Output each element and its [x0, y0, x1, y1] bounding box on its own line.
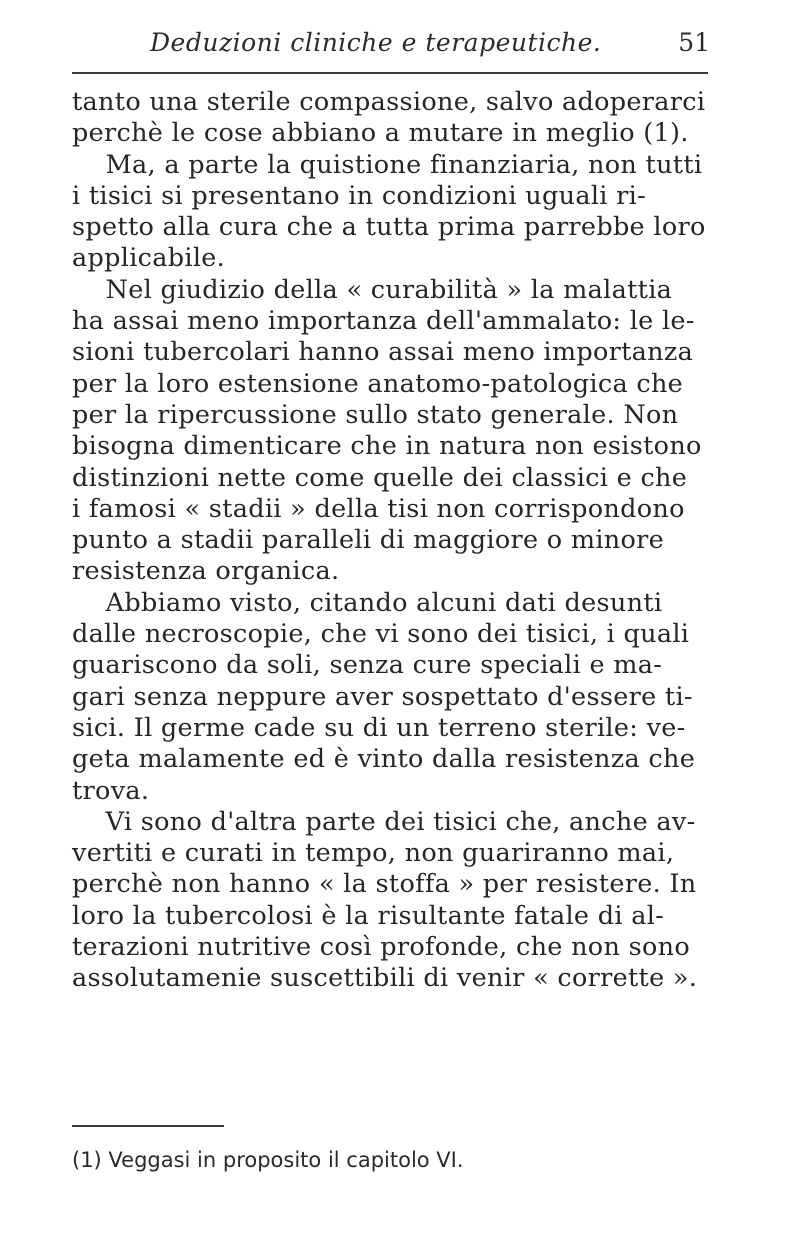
- text-line: punto a stadii paralleli di maggiore o minore: [72, 525, 665, 556]
- text-line: resistenza organica.: [72, 556, 340, 587]
- header-rule: [72, 72, 708, 74]
- text-line: applicabile.: [72, 243, 226, 274]
- text-line: tanto una sterile compassione, salvo adoperarci: [72, 87, 706, 117]
- text-line: loro la tubercolosi è la risultante fatale di al-: [72, 900, 665, 931]
- text-line: guariscono da soli, senza cure speciali e ma-: [72, 650, 663, 681]
- text-line: vertiti e curati in tempo, non guariranno mai,: [72, 838, 675, 869]
- text-line: i tisici si presentano in condizioni uguali ri-: [72, 180, 647, 211]
- text-line: spetto alla cura che a tutta prima parrebbe loro: [72, 212, 706, 243]
- text-line: perchè non hanno « la stoffa » per resistere. In: [72, 869, 697, 900]
- text-line: trova.: [72, 775, 150, 806]
- text-line: Vi sono d'altra parte dei tisici che, anche av-: [72, 806, 696, 837]
- text-line: sioni tubercolari hanno assai meno importanza: [72, 337, 694, 368]
- text-line: dalle necroscopie, che vi sono dei tisici, i quali: [72, 619, 690, 650]
- text-line: Abbiamo visto, citando alcuni dati desunti: [72, 587, 663, 618]
- text-line: assolutamenie suscettibili di venir « corrette ».: [72, 963, 698, 994]
- text-line: Ma, a parte la quistione finanziaria, non tutti: [72, 149, 703, 180]
- text-line: bisogna dimenticare che in natura non esistono: [72, 431, 702, 462]
- text-line: sici. Il germe cade su di un terreno sterile: ve-: [72, 712, 686, 743]
- text-line: geta malamente ed è vinto dalla resistenza che: [72, 744, 696, 775]
- text-line: gari senza neppure aver sospettato d'essere ti-: [72, 681, 693, 712]
- running-header: [70, 22, 710, 62]
- text-line: ha assai meno importanza dell'ammalato: le le-: [72, 306, 695, 337]
- running-title: Deduzioni cliniche e terapeutiche.: [150, 28, 602, 57]
- page-number: 51: [678, 28, 710, 57]
- text-line: Nel giudizio della « curabilità » la malattia: [72, 274, 673, 305]
- text-line: per la ripercussione sullo stato generale. Non: [72, 399, 679, 430]
- body-text: [72, 87, 722, 995]
- text-line: terazioni nutritive così profonde, che non sono: [72, 932, 691, 963]
- text-line: distinzioni nette come quelle dei classici e che: [72, 462, 688, 493]
- text-line: per la loro estensione anatomo-patologica che: [72, 368, 684, 399]
- footnote-rule: [72, 1125, 224, 1127]
- text-line: i famosi « stadii » della tisi non corrispondono: [72, 493, 685, 524]
- footnote: (1) Veggasi in proposito il capitolo VI.: [72, 1148, 464, 1172]
- text-line: perchè le cose abbiano a mutare in meglio (1).: [72, 118, 689, 149]
